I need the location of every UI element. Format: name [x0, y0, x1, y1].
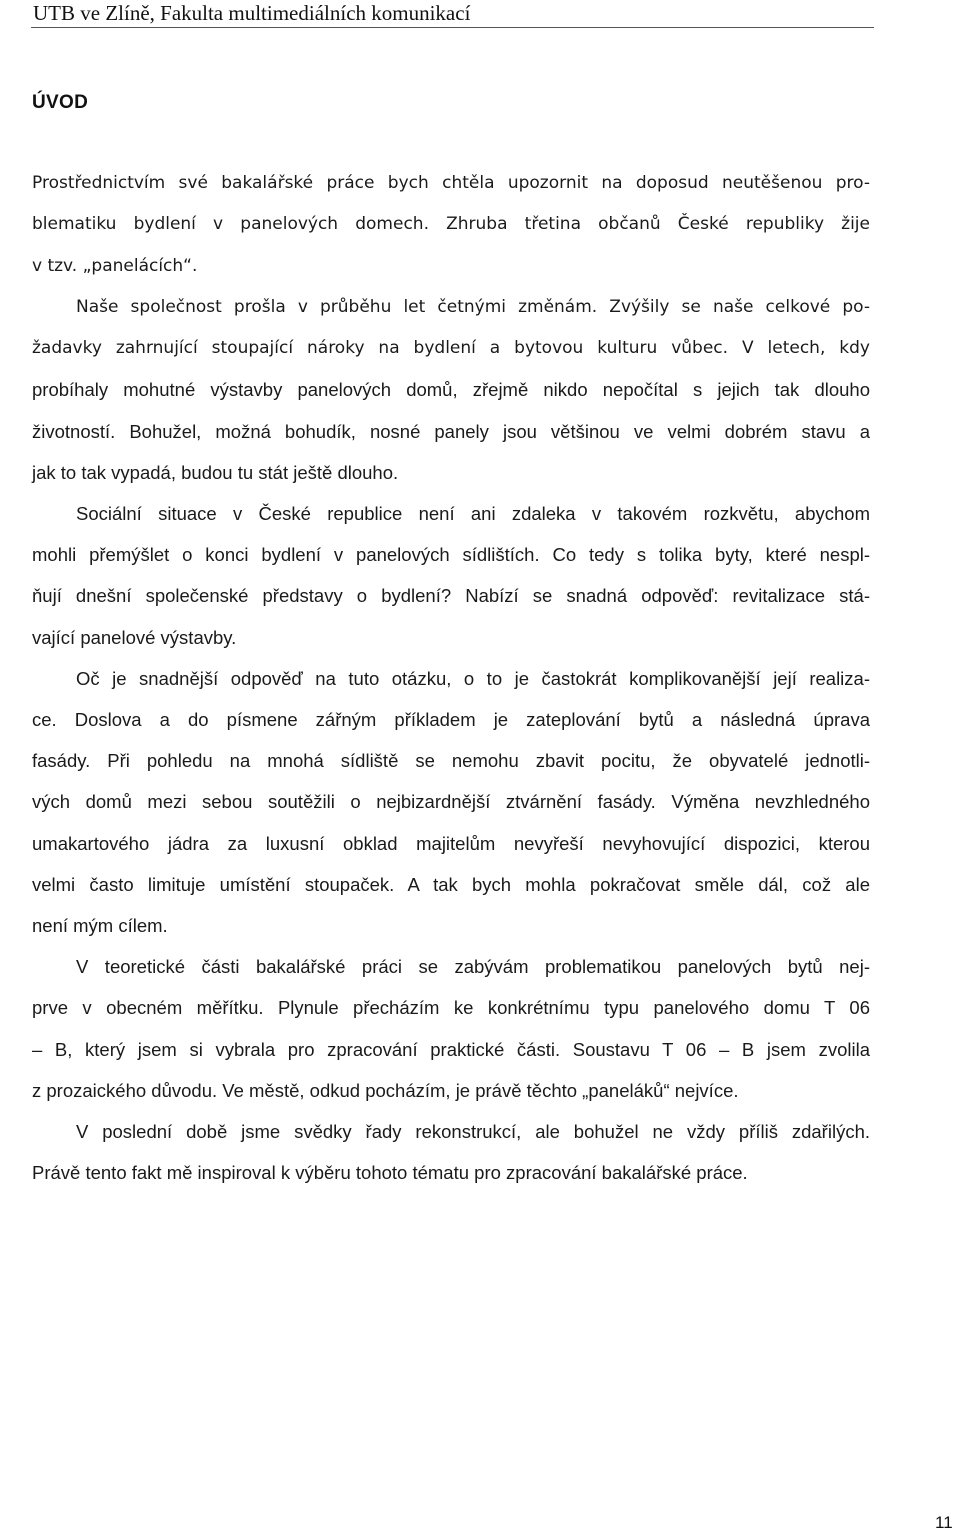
text-line: Naše společnost prošla v průběhu let četnými změnám. Zvýšily se naše celkové po-	[76, 297, 870, 317]
text-line: fasády. Při pohledu na mnohá sídliště se nemohu zbavit pocitu, že obyvatelé jednotli-	[32, 750, 870, 771]
running-header	[31, 0, 874, 28]
text-line: prve v obecném měřítku. Plynule přecházím ke konkrétnímu typu panelového domu T 06	[32, 997, 870, 1018]
text-line: mohli přemýšlet o konci bydlení v panelových sídlištích. Co tedy s tolika byty, které nespl-	[32, 544, 870, 565]
text-line: není mým cílem.	[32, 915, 168, 936]
text-line: z prozaického důvodu. Ve městě, odkud pocházím, je právě těchto „paneláků“ nejvíce.	[32, 1080, 739, 1101]
text-line: ňují dnešní společenské představy o bydlení? Nabízí se snadná odpověď: revitalizace stá-	[32, 585, 870, 606]
text-line: blematiku bydlení v panelových domech. Zhruba třetina občanů České republiky žije	[32, 214, 870, 234]
text-line: v tzv. „panelácích“.	[32, 256, 198, 276]
text-line: životností. Bohužel, možná bohudík, nosné panely jsou většinou ve velmi dobrém stavu a	[32, 421, 870, 442]
text-line: – B, který jsem si vybrala pro zpracování praktické části. Soustavu T 06 – B jsem zvolila	[32, 1039, 870, 1060]
text-line: V poslední době jsme svědky řady rekonstrukcí, ale bohužel ne vždy příliš zdařilých.	[76, 1121, 870, 1142]
text-line: Sociální situace v České republice není ani zdaleka v takovém rozkvětu, abychom	[76, 503, 870, 524]
section-heading: ÚVOD	[32, 92, 89, 113]
text-line: jak to tak vypadá, budou tu stát ještě dlouho.	[32, 462, 399, 483]
text-line: V teoretické části bakalářské práci se zabývám problematikou panelových bytů nej-	[76, 956, 870, 977]
text-line: Prostřednictvím své bakalářské práce bych chtěla upozornit na doposud neutěšenou pro-	[32, 173, 870, 193]
page-number: 11	[935, 1513, 953, 1532]
text-line: vých domů mezi sebou soutěžili o nejbizardnější ztvárnění fasády. Výměna nevzhledného	[32, 791, 870, 812]
text-line: probíhaly mohutné výstavby panelových domů, zřejmě nikdo nepočítal s jejich tak dlouho	[32, 379, 870, 400]
text-line: ce. Doslova a do písmene zářným příkladem je zateplování bytů a následná úprava	[32, 709, 870, 730]
text-line: umakartového jádra za luxusní obklad majitelům nevyřeší nevyhovující dispozici, kterou	[32, 833, 870, 854]
text-line: Oč je snadnější odpověď na tuto otázku, o to je častokrát komplikovanější její realiza-	[76, 668, 870, 689]
header-title: UTB ve Zlíně, Fakulta multimediálních komunikací	[33, 1, 471, 25]
text-line: Právě tento fakt mě inspiroval k výběru tohoto tématu pro zpracování bakalářské práce.	[32, 1162, 748, 1183]
text-line: vající panelové výstavby.	[32, 627, 237, 648]
text-line: velmi často limituje umístění stoupaček. A tak bych mohla pokračovat směle dál, což ale	[32, 874, 870, 895]
text-line: žadavky zahrnující stoupající nároky na bydlení a bytovou kulturu vůbec. V letech, kdy	[32, 338, 870, 358]
